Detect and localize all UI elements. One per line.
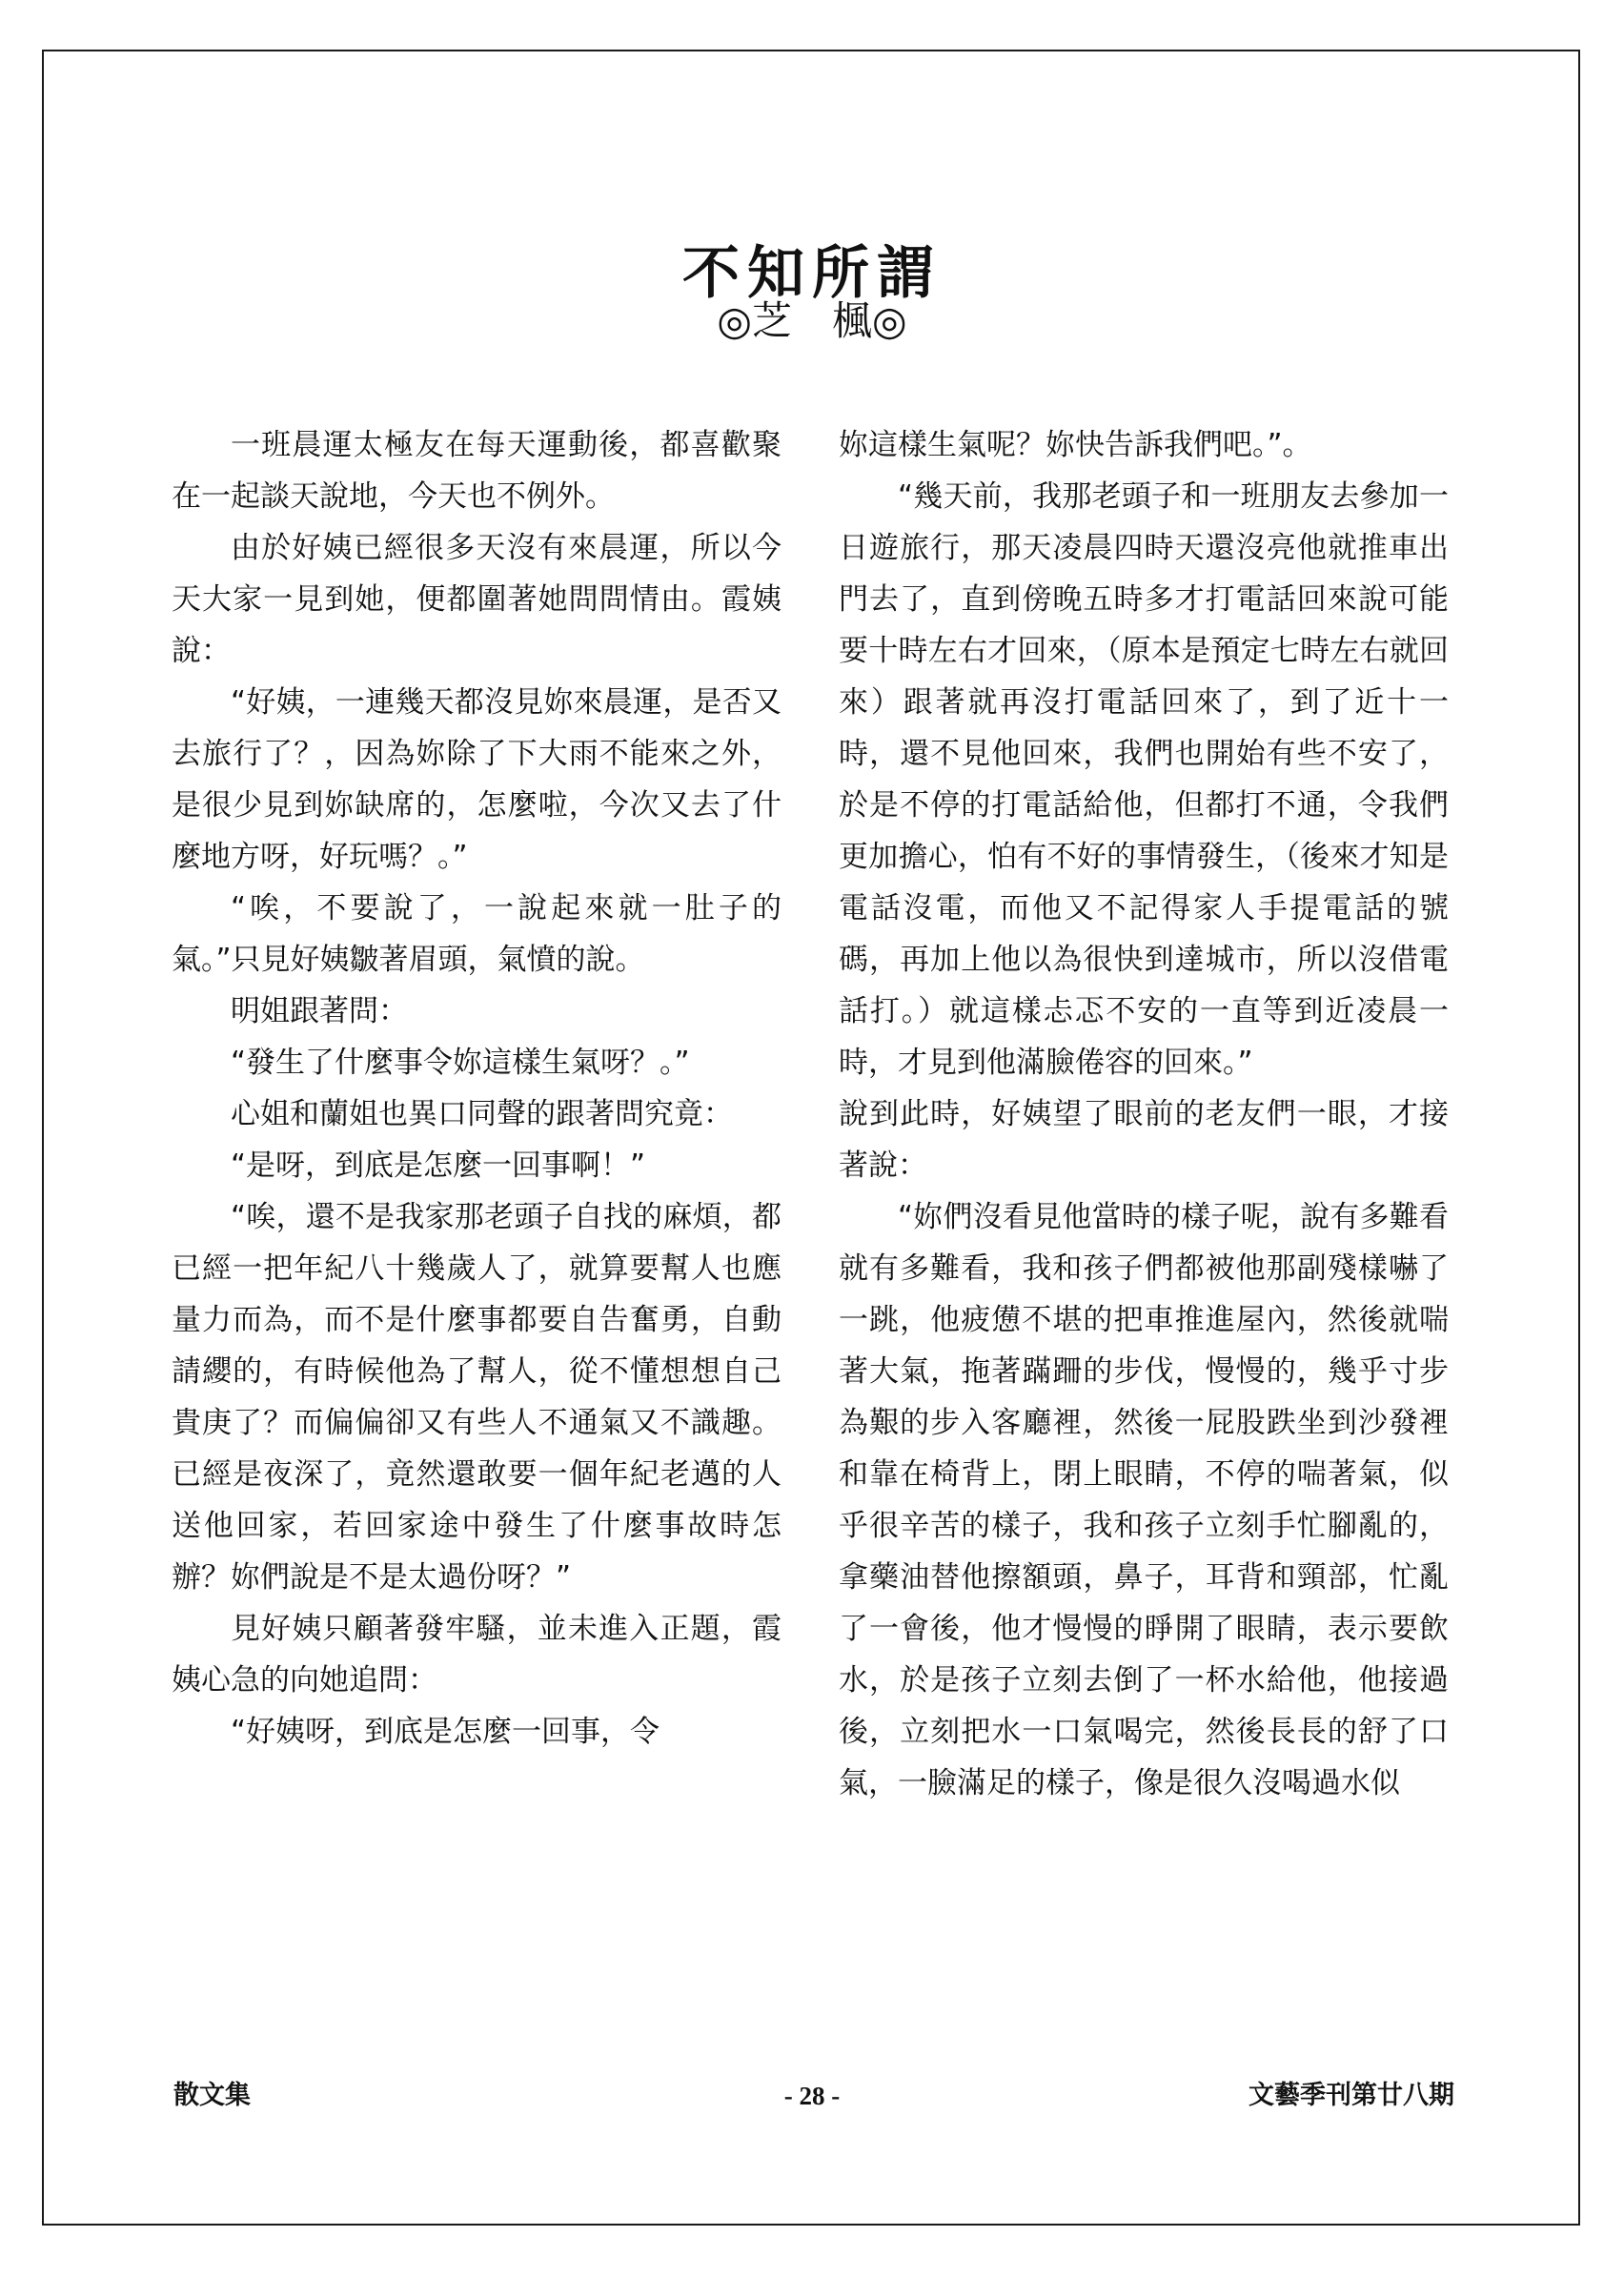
paragraph: 妳這樣生氣呢？妳快告訴我們吧。”。 (839, 428, 1312, 462)
footer-page-number: - 28 - (783, 2082, 841, 2110)
footer-publication: 文藝季刊第廿八期 (1248, 2081, 1454, 2110)
paragraph: “唉，不要說了，一說起來就一肚子的氣。”只見好姨皺著眉頭，氣憤的說。 (172, 891, 782, 977)
paragraph: 見好姨只顧著發牢騷，並未進入正題，霞姨心急的向她追問： (172, 1612, 782, 1698)
paragraph: “好姨，一連幾天都沒見妳來晨運，是否又去旅行了？，因為妳除了下大雨不能來之外，是很少見到妳缺席的，怎麼啦，今次又去了什麼地方呀，好玩嗎？。” (172, 685, 782, 874)
article-title: 不知所謂 (682, 240, 942, 308)
paragraph: “幾天前，我那老頭子和一班朋友去參加一日遊旅行，那天凌晨四時天還沒亮他就推車出門去了，直到傍晚五時多才打電話回來說可能要十時左右才回來，（原本是預定七時左右就回來）跟著就再沒打電話回來了，到了近十一時，還不見他回來，我們也開始有些不安了，於是不停的打電話給他，但都打不通，令我們更加擔心，怕有不好的事情發生，（後來才知是電話沒電，而他又不記得家人手提電話的號碼，再加上他以為很快到達城市，所以沒借電話打。）就這樣忐忑不安的一直等到近凌晨一時，才見到他滿臉倦容的回來。” (839, 479, 1449, 1080)
text-column-right (839, 419, 1449, 1809)
article-author: ◎芝 楓◎ (717, 297, 907, 344)
paragraph: “好姨呀，到底是怎麼一回事，令 (231, 1715, 660, 1749)
paragraph: “是呀，到底是怎麼一回事啊！” (231, 1149, 646, 1183)
footer-section-name: 散文集 (173, 2081, 251, 2110)
paragraph: 一班晨運太極友在每天運動後，都喜歡聚在一起談天說地，今天也不例外。 (172, 428, 782, 514)
paragraph: 明姐跟著問： (231, 994, 408, 1028)
text-column-left (172, 419, 782, 1758)
paragraph: 由於好姨已經很多天沒有來晨運，所以今天大家一見到她，便都圍著她問問情由。霞姨說： (172, 531, 782, 668)
paragraph: “發生了什麼事令妳這樣生氣呀？。” (231, 1046, 690, 1080)
paragraph: 說到此時，好姨望了眼前的老友們一眼，才接著說： (839, 1097, 1449, 1183)
paragraph: “唉，還不是我家那老頭子自找的麻煩，都已經一把年紀八十幾歲人了，就算要幫人也應量力而為，而不是什麼事都要自告奮勇，自動請纓的，有時候他為了幫人，從不懂想想自己貴庚了？而偏偏卻又有些人不通氣又不識趣。已經是夜深了，竟然還敢要一個年紀老邁的人送他回家，若回家途中發生了什麼事故時怎辦？妳們說是不是太過份呀？” (172, 1200, 782, 1595)
paragraph: 心姐和蘭姐也異口同聲的跟著問究竟： (231, 1097, 733, 1131)
paragraph: “妳們沒看見他當時的樣子呢，說有多難看就有多難看，我和孩子們都被他那副殘樣嚇了一跳，他疲憊不堪的把車推進屋內，然後就喘著大氣，拖著蹣跚的步伐，慢慢的，幾乎寸步為艱的步入客廳裡，然後一屁股跌坐到沙發裡和靠在椅背上，閉上眼睛，不停的喘著氣，似乎很辛苦的樣子，我和孩子立刻手忙腳亂的，拿藥油替他擦額頭，鼻子，耳背和頸部，忙亂了一會後，他才慢慢的睜開了眼睛，表示要飲水，於是孩子立刻去倒了一杯水給他，他接過後，立刻把水一口氣喝完，然後長長的舒了口氣，一臉滿足的樣子，像是很久沒喝過水似 (839, 1200, 1449, 1800)
